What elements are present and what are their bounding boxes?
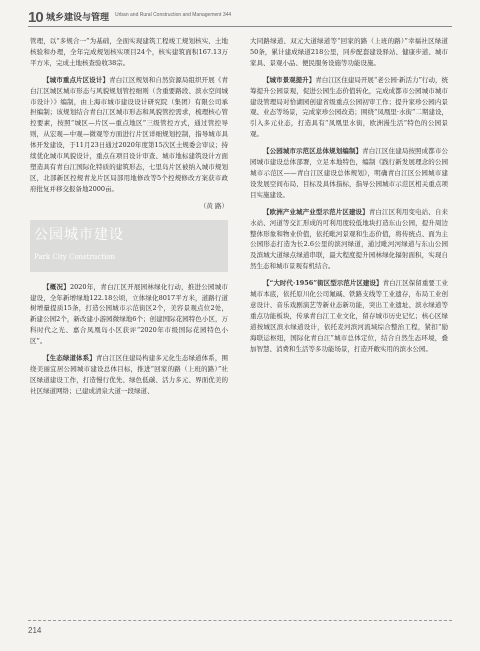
- entry-text: 青白江区利用变电站、自来水站、河道等交汇形成的可利用度较低地块打造东山公园，提升周边整体形象和物业价值，依托毗河景观和生态价值，将传统点、面为主公园形态打造为长2.6公里的滨河绿道，通过毗河河绿道与东山公园及滨城大道绿点绿道串联，最大程度提升园林绿化辐射面积，实现自然生态和城市景观有机结合。: [250, 207, 449, 271]
- author-credit: （黄 路）: [199, 201, 228, 210]
- running-title: 城乡建设与管理: [46, 13, 110, 23]
- entry-tag: 【城市重点片区设计】: [43, 75, 110, 84]
- entry-tag: 【“大时代·1956”街区型示范片区建设】: [263, 279, 383, 288]
- section-number: 10: [28, 9, 43, 26]
- greenway-paragraph: [30, 353, 228, 397]
- entry-tag: 【生态绿道体系】: [43, 354, 96, 363]
- section-banner: [30, 220, 228, 272]
- entry-tag: 【公园城市示范区总体规划编制】: [263, 147, 363, 156]
- entry-text: 青白江区住建局构建多元化生态绿道体系，围绕美丽宜居公园城市建设总体目标，推进“回家的路（上班的路）”社区绿道建设工作，打造慢行优先、绿色低碳、活力多元、界面优美的社区绿道网络；已建成清泉大道一段绿道、: [30, 354, 229, 395]
- planning-paragraph: [250, 146, 448, 201]
- entry-tag: 【欧洲产业城产业型示范片区建设】: [263, 207, 369, 216]
- entry-text: 青白江区住建局开展“老公园·新活力”行动，统筹提升公园景观，促进公园生态价值转化，完成成都市公园城市城市建设管理局对恰湖园创建省级重点公园初审工作；提升家珍公园内景观、业态等场景，完成家珍公园改造；围绕“凤凰里·水街”二期建设，引入多元业态，打造具有“凤凰里水街，欧洲漫生活”特色的公园景观。: [250, 75, 448, 139]
- landscape-paragraph: [250, 75, 448, 140]
- entry-tag: 【城市景观提升】: [263, 75, 316, 84]
- section-subtitle: Park City Construction: [34, 252, 116, 261]
- urban-key-area-paragraph: [30, 75, 228, 195]
- running-title-english: Urban and Rural Construction and Management 344: [115, 12, 232, 18]
- left-column: [30, 36, 228, 403]
- section-title: 公园城市建设: [34, 226, 124, 243]
- greenway-continued-paragraph: 大同路绿道、双元大道绿道等“回家的路（上班的路）”幸福社区绿道50条，累计建成绿道218公里，同步配套建设驿站、健康步道、城市家具、景观小品、便民服务设施等功能设施。: [250, 37, 448, 67]
- entry-text: 青白江区规划和自然资源局组织开展《青白江区城区城市形态与风貌规划管控细则（含重要路段、滨水空间城市设计）》编制，由上海市城市建设设计研究院（集团）有限公司承担编制；该规划结合青白江区城市形态和风貌管控需求，梳理核心管控要素，按照“城区—片区—重点地区”三级管控方式，通过管控导则，从宏观—中观—微观等方面进行片区详细规划控制，指导城市具体开发建设，于11月23日通过2020年度第15次区土规委会审议；持续优化城市风貌设计，重点在项目设计审查、城市地标建筑设计方面塑造具有青白江国际化特质的建筑形态，七里岛片区被纳入城市规划区，北部新区控规青龙片区局部用地修改等5个控规修改方案获市政府批复并移交报备地2000亩。: [30, 75, 229, 193]
- header-rule: [28, 26, 452, 27]
- entry-tag: 【概况】: [43, 282, 70, 291]
- intro-paragraph: 管理，以“多规合一”为基础，全面实现建筑工程竣工规划核实、土地核验和办理，全年完成规划核实项目24个，核实建筑面积167.13万平方米，完成土地核查验收38宗。: [30, 37, 228, 67]
- page-number: 214: [28, 626, 42, 635]
- entry-text: 2020年，青白江区开展园林绿化行动，推进公园城市建设，全年新增绿地122.18公顷，立体绿化8017平方米，道路行道树增量提质15条，打造公园城市示范街区2个，美容景观点位2处，新建公园2个，新改建小游园微绿地6个；创建国际花园特色小区，万科时代之光、嘉合凤凰岛小区获评“2020年市级国际花园特色小区”。: [30, 282, 228, 346]
- industry-area-paragraph: [250, 207, 448, 272]
- entry-text: 青白江区保留重要工业城市本底，依托原川化公司氟碱、铁路支线等工业遗存，布局工业创意设计、音乐戏剧演艺等新业态新功能，突出工业遗址、滨水绿道等重点功能板块，传承青白江工业文化，留存城市历史记忆；核心区绿道按城区滨水绿道设计，依托麦河滨河流域综合整治工程，紧扣“励海联运枢纽，国际化青白江”城市总体定位，结合自然生态环境，叠加智慧、消费和生活等多功能场景，打造开敞实用的滨水公园。: [250, 279, 448, 353]
- overview-paragraph: [30, 282, 228, 347]
- block-area-paragraph: [250, 278, 448, 354]
- right-column: [250, 36, 448, 360]
- page-header: [0, 0, 480, 30]
- entry-text: 青白江区住建局按照成都市公园城市建设总体部署，立足本地特色，编制《践行新发展理念的公园城市示范区——青白江区建设总体规划》，明确青白江区公园城市建设发展空间布局、目标及具体指标，指导公园城市示范区相关重点项目实施建设。: [250, 147, 449, 199]
- footer-rule: [28, 620, 452, 621]
